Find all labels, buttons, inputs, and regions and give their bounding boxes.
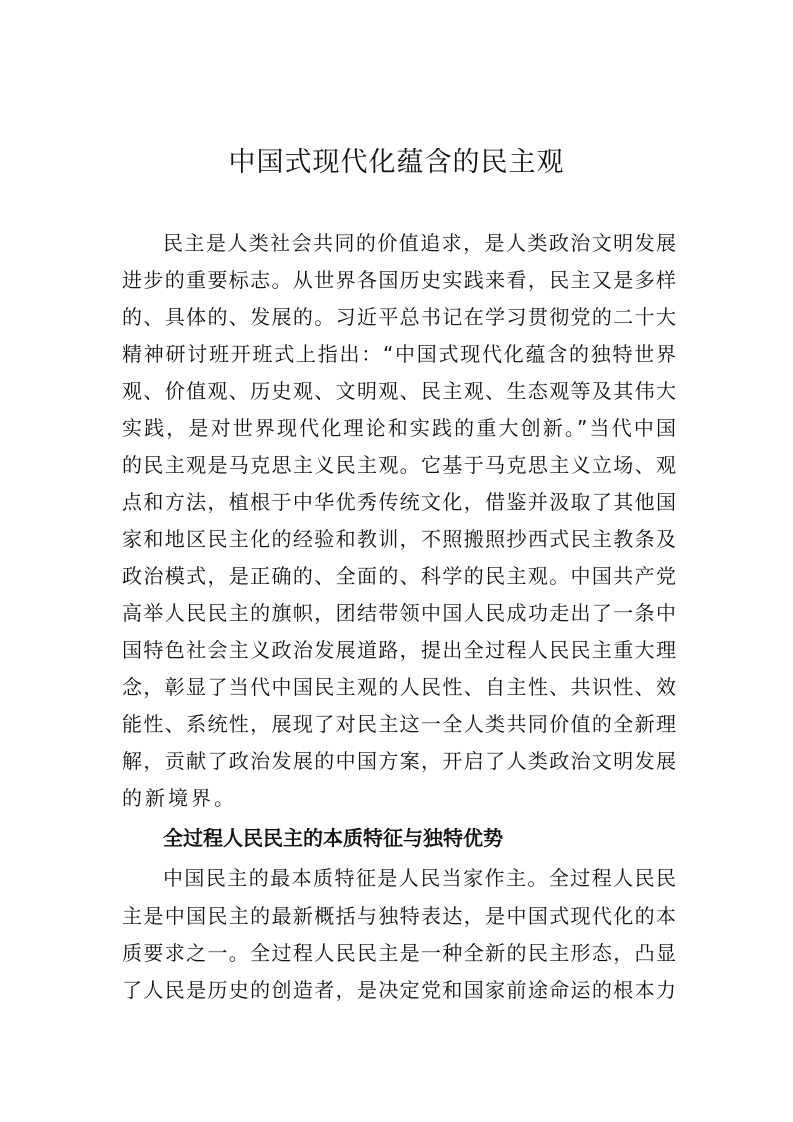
text-line: 进步的重要标志。从世界各国历史实践来看，民主又是多样 [122,268,676,292]
text-line: 的新境界。 [122,786,237,810]
text-line: 点和方法，植根于中华优秀传统文化，借鉴并汲取了其他国 [122,490,676,514]
text-line: 了人民是历史的创造者，是决定党和国家前途命运的根本力 [122,978,676,1002]
text-line: 的、具体的、发展的。习近平总书记在学习贯彻党的二十大 [122,305,676,329]
document-title: 中国式现代化蕴含的民主观 [228,147,565,178]
text-line: 中国民主的最本质特征是人民当家作主。全过程人民民 [163,866,676,890]
text-line: 念，彰显了当代中国民主观的人民性、自主性、共识性、效 [122,675,676,699]
text-line: 民主是人类社会共同的价值追求，是人类政治文明发展 [163,231,676,255]
text-line: 能性、系统性，展现了对民主这一全人类共同价值的全新理 [122,712,676,736]
text-line: 观、价值观、历史观、文明观、民主观、生态观等及其伟大 [122,379,676,403]
text-line: 质要求之一。全过程人民民主是一种全新的民主形态，凸显 [122,941,676,965]
text-line: 政治模式，是正确的、全面的、科学的民主观。中国共产党 [122,564,676,588]
text-line: 的民主观是马克思主义民主观。它基于马克思主义立场、观 [122,453,676,477]
text-line: 主是中国民主的最新概括与独特表达，是中国式现代化的本 [122,904,676,928]
text-line: 实践，是对世界现代化理论和实践的重大创新。”当代中国 [122,416,676,440]
text-line: 精神研讨班开班式上指出：“中国式现代化蕴含的独特世界 [122,342,676,366]
text-line: 国特色社会主义政治发展道路，提出全过程人民民主重大理 [122,638,676,662]
section-heading: 全过程人民民主的本质特征与独特优势 [163,826,503,850]
text-line: 高举人民民主的旗帜，团结带领中国人民成功走出了一条中 [122,601,676,625]
text-line: 解，贡献了政治发展的中国方案，开启了人类政治文明发展 [122,749,676,773]
text-line: 家和地区民主化的经验和教训，不照搬照抄西式民主教条及 [122,527,676,551]
